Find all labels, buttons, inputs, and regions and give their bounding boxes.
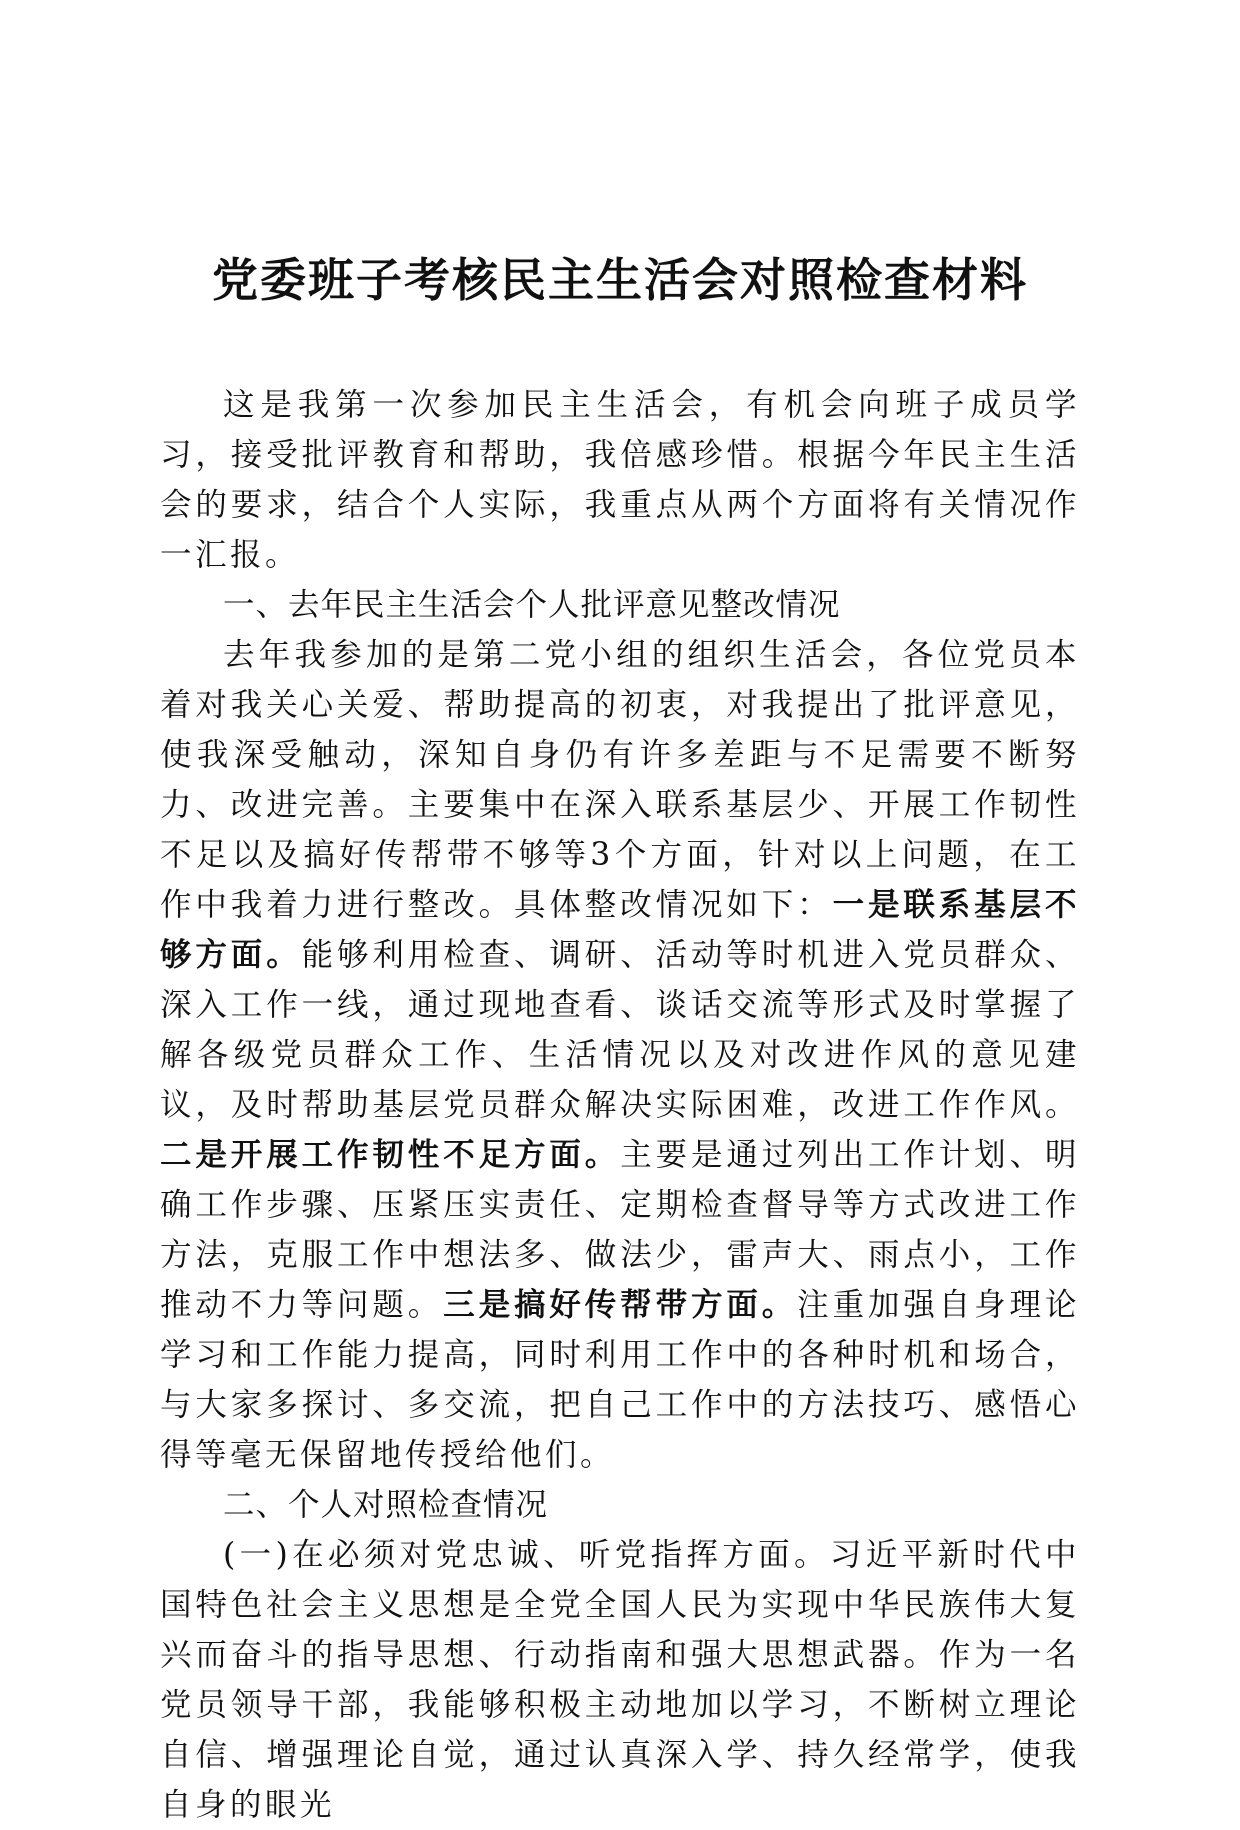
intro-paragraph: 这是我第一次参加民主生活会，有机会向班子成员学习，接受批评教育和帮助，我倍感珍惜。根据今年民主生活会的要求，结合个人实际，我重点从两个方面将有关情况作一汇报。 [160,387,1080,573]
item3-label: 三是搞好传帮带方面。 [443,1286,798,1323]
subsection-label: (一)在必须对党忠诚、听党指挥方面。 [223,1537,830,1573]
section1-intro-text: 去年我参加的是第二党小组的组织生活会，各位党员本着对我关心关爱、帮助提高的初衷，对我提出了批评意见，使我深受触动，深知自身仍有许多差距与不足需要不断努力、改进完善。主要集中在深入联系基层少、开展工作韧性不足以及搞好传帮带不够等3个方面，针对以上问题，在工作中我着力进行整改。具体整改情况如下： [160,637,1080,923]
item1-text: 能够利用检查、调研、活动等时机进入党员群众、深入工作一线，通过现地查看、谈话交流等形式及时掌握了解各级党员群众工作、生活情况以及对改进作风的意见建议，及时帮助基层党员群众解决实际困难，改进工作作风。 [160,937,1080,1123]
document-body [160,380,1080,1830]
item2-label: 二是开展工作韧性不足方面。 [160,1136,621,1173]
item3-text: 注重加强自身理论学习和工作能力提高，同时利用工作中的各种时机和场合，与大家多探讨、多交流，把自己工作中的方法技巧、感悟心得等毫无保留地传授给他们。 [160,1287,1080,1473]
section-heading-1: 一、去年民主生活会个人批评意见整改情况 [223,587,841,623]
section2-paragraph [160,1530,1080,1830]
document-title: 党委班子考核民主生活会对照检查材料 [212,253,1028,307]
item1-label: 一是联系基层不够方面。 [160,886,1080,973]
item2-text: 主要是通过列出工作计划、明确工作步骤、压紧压实责任、定期检查督导等方式改进工作方法，克服工作中想法多、做法少，雷声大、雨点小，工作推动不力等问题。 [160,1137,1080,1323]
subsection-text: 习近平新时代中国特色社会主义思想是全党全国人民为实现中华民族伟大复兴而奋斗的指导思想、行动指南和强大思想武器。作为一名党员领导干部，我能够积极主动地加以学习，不断树立理论自信、增强理论自觉，通过认真深入学、持久经常学，使我自身的眼光 [160,1537,1080,1823]
section-heading-2: 二、个人对照检查情况 [223,1487,549,1523]
section1-paragraph [160,630,1080,1480]
